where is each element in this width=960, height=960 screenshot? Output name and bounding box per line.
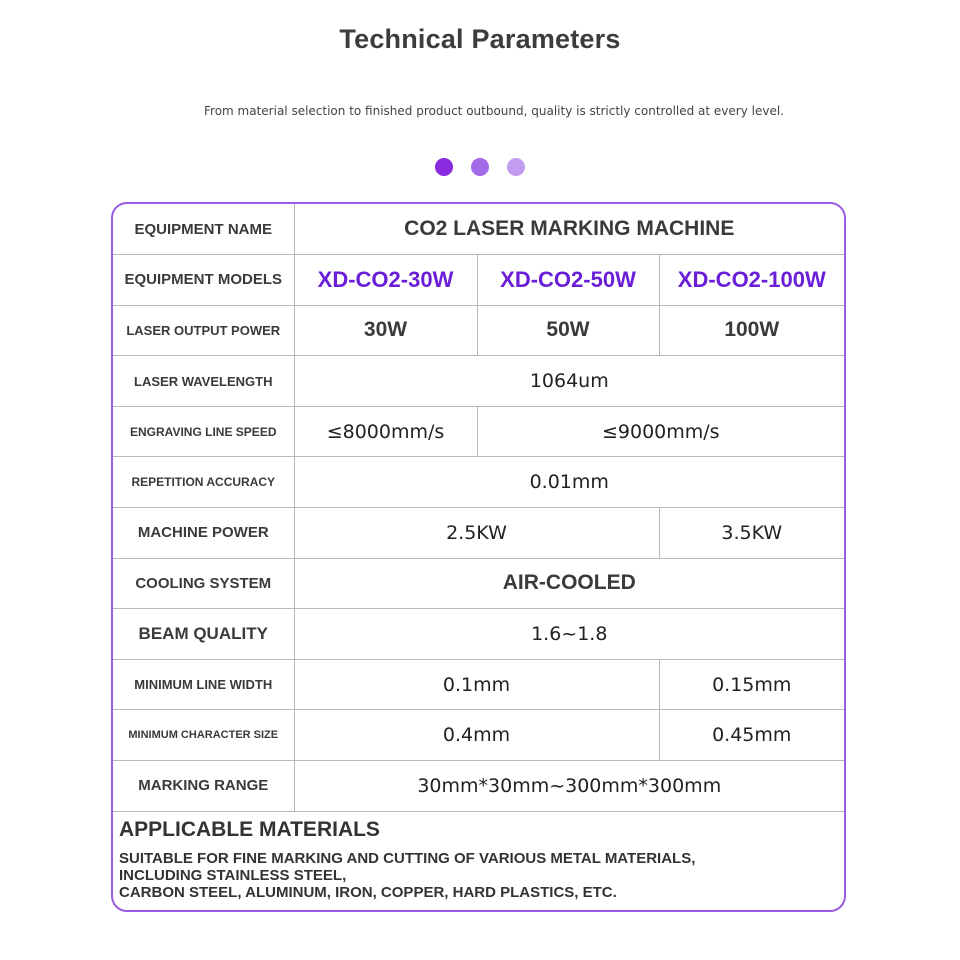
decorative-dots [0,158,960,176]
row-label-equipment-models: EQUIPMENT MODELS [113,255,294,306]
dot-indicator-3 [507,158,525,176]
table-row [113,305,844,356]
machine-power-30w-50w: 2.5KW [294,508,659,559]
line-speed-50w-100w: ≤9000mm/s [477,406,844,457]
spec-table [111,202,846,912]
beam-quality-value: 1.6~1.8 [294,609,844,660]
row-label-machine-power: MACHINE POWER [113,508,294,559]
table-row [113,457,844,508]
output-power-50w: 50W [477,305,659,356]
repetition-accuracy-value: 0.01mm [294,457,844,508]
output-power-30w: 30W [294,305,477,356]
table-row [113,558,844,609]
line-width-30w-50w: 0.1mm [294,659,659,710]
dot-indicator-2 [471,158,489,176]
row-label-equipment-name: EQUIPMENT NAME [113,204,294,255]
laser-wavelength-value: 1064um [294,356,844,407]
table-row [113,406,844,457]
row-label-minimum-line-width: MINIMUM LINE WIDTH [113,659,294,710]
page-title: Technical Parameters [339,24,621,54]
materials-title: APPLICABLE MATERIALS [119,817,380,841]
row-label-engraving-line-speed: ENGRAVING LINE SPEED [113,406,294,457]
parameters-table [113,204,844,812]
materials-description [119,850,838,901]
line-speed-30w: ≤8000mm/s [294,406,477,457]
machine-power-100w: 3.5KW [659,508,844,559]
table-row [113,609,844,660]
row-label-repetition-accuracy: REPETITION ACCURACY [113,457,294,508]
character-size-100w: 0.45mm [659,710,844,761]
table-row [113,255,844,306]
row-label-laser-output-power: LASER OUTPUT POWER [113,305,294,356]
table-row [113,204,844,255]
dot-indicator-1 [435,158,453,176]
table-row [113,761,844,812]
materials-line-1: SUITABLE FOR FINE MARKING AND CUTTING OF VARIOUS METAL MATERIALS, [119,849,696,867]
row-label-minimum-character-size: MINIMUM CHARACTER SIZE [113,710,294,761]
row-label-cooling-system: COOLING SYSTEM [113,558,294,609]
model-50w: XD-CO2-50W [477,255,659,306]
table-row [113,659,844,710]
applicable-materials-section [113,812,844,901]
row-label-beam-quality: BEAM QUALITY [113,609,294,660]
equipment-name-value: CO2 LASER MARKING MACHINE [294,204,844,255]
table-row [113,710,844,761]
materials-line-3: CARBON STEEL, ALUMINUM, IRON, COPPER, HARD PLASTICS, ETC. [119,883,617,901]
row-label-laser-wavelength: LASER WAVELENGTH [113,356,294,407]
materials-line-2: INCLUDING STAINLESS STEEL, [119,866,347,884]
table-row [113,356,844,407]
page-subtitle: From material selection to finished product outbound, quality is strictly controlled at every level. [204,104,784,118]
model-30w: XD-CO2-30W [294,255,477,306]
cooling-system-value: AIR-COOLED [294,558,844,609]
character-size-30w-50w: 0.4mm [294,710,659,761]
row-label-marking-range: MARKING RANGE [113,761,294,812]
table-row [113,508,844,559]
marking-range-value: 30mm*30mm~300mm*300mm [294,761,844,812]
model-100w: XD-CO2-100W [659,255,844,306]
output-power-100w: 100W [659,305,844,356]
line-width-100w: 0.15mm [659,659,844,710]
